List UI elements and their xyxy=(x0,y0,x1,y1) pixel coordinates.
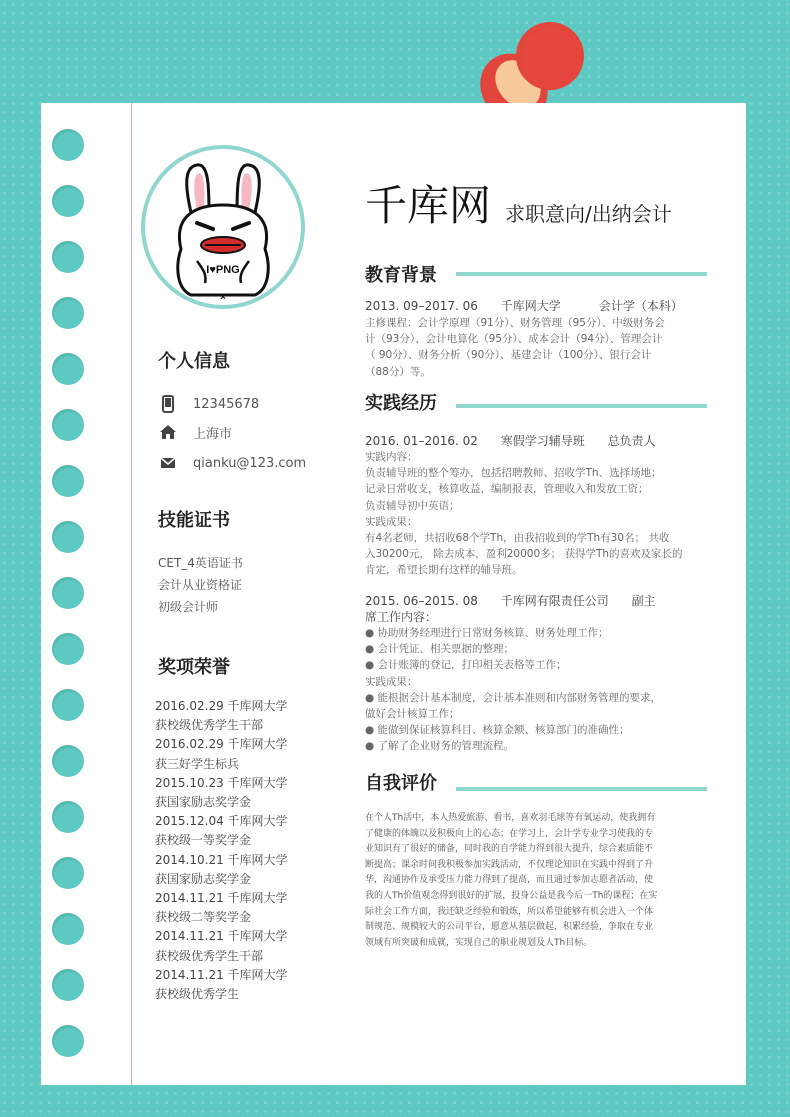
education-head: 2013. 09–2017. 06 千库网大学 会计学（本科） xyxy=(365,299,683,313)
bunny-avatar-illustration xyxy=(145,149,301,305)
education-line: （88分）等。 xyxy=(365,365,431,378)
binder-hole xyxy=(52,633,84,665)
self-eval-line: 际社会工作方面，我还缺乏经验和锻炼，所以希望能够有机会进入一个体 xyxy=(365,906,654,917)
contact-location xyxy=(159,421,232,443)
self-eval-line: 我的人Th价值观念得到很好的扩展，投身公益是我今后一Th的课程；在实 xyxy=(365,890,658,901)
education-line: 主修课程：会计学原理（91分）、财务管理（95分）、中级财务会 xyxy=(365,317,665,329)
award-line: 获校级一等奖学金 xyxy=(155,833,252,848)
self-eval-line: 业知识有了很好的储备，同时我的自学能力得到很大提升，综合素质能不 xyxy=(365,844,654,855)
job1-line: 记录日常收支，核算收益，编制报表，管理收入和发放工资； xyxy=(365,483,649,496)
award-line: 获校级优秀学生 xyxy=(155,987,240,1002)
margin-line xyxy=(131,103,132,1085)
award-line: 获三好学生标兵 xyxy=(155,756,240,771)
home-icon xyxy=(159,423,177,441)
job2-head: 2015. 06–2015. 08 千库网有限责任公司 副主 xyxy=(365,594,656,608)
binder-hole xyxy=(52,913,84,945)
education-heading: 教育背景 xyxy=(365,265,437,286)
self-eval-line: 了健康的体魄以及积极向上的心态；在学习上，会计学专业学习使我的专 xyxy=(365,828,654,839)
resume-paper xyxy=(41,103,746,1085)
job1-line: 实践内容： xyxy=(365,451,418,463)
binder-hole xyxy=(52,129,84,161)
self-eval-line: 在个人Th活中，本人热爱旅游、看书，喜欢羽毛球等有氧运动，使我拥有 xyxy=(365,813,656,823)
award-line: 2016.02.29 千库网大学 xyxy=(155,699,288,713)
cert-list xyxy=(158,552,243,618)
job2-line: ● 会计凭证、相关票据的整理； xyxy=(365,643,514,656)
contact-email xyxy=(159,452,306,474)
phone-icon xyxy=(159,395,177,413)
award-line: 2014.11.21 千库网大学 xyxy=(155,967,288,982)
self-eval-line: 领域有所突破和成就，实现自己的职业规划及人Th目标。 xyxy=(365,937,593,948)
award-line: 获国家励志奖学金 xyxy=(155,871,252,886)
cert-item: 会计从业资格证 xyxy=(158,578,243,592)
award-line: 获国家励志奖学金 xyxy=(155,795,252,810)
education-block xyxy=(365,297,695,380)
binder-hole xyxy=(52,353,84,385)
award-line: 2016.02.29 千库网大学 xyxy=(155,737,288,752)
cert-item: 初级会计师 xyxy=(158,600,219,614)
practice-heading: 实践经历 xyxy=(365,393,437,414)
self-eval-line: 华，沟通协作及承受压力能力得到了提高，而且通过参加志愿者活动，使 xyxy=(365,875,654,886)
phone-number: 12345678 xyxy=(193,396,260,412)
self-eval-block xyxy=(365,811,695,951)
job2-line: ● 能根据会计基本制度，会计基本准则和内部财务管理的要求， xyxy=(365,691,661,704)
practice-job1 xyxy=(365,433,695,579)
binder-hole xyxy=(52,577,84,609)
binder-hole xyxy=(52,969,84,1001)
binder-hole xyxy=(52,241,84,273)
awards-heading: 奖项荣誉 xyxy=(158,657,230,678)
job2-line: ● 协助财务经理进行日常财务核算、财务处理工作； xyxy=(365,627,609,639)
email-address: qianku@123.com xyxy=(193,455,307,471)
award-list xyxy=(155,697,325,1004)
award-line: 2014.10.21 千库网大学 xyxy=(155,852,288,867)
binder-hole xyxy=(52,521,84,553)
binder-hole xyxy=(52,185,84,217)
self-eval-line: 制规范、规模较大的公司平台，愿意从基层做起，积累经验，争取在专业 xyxy=(365,922,654,933)
section-divider xyxy=(456,272,707,276)
avatar xyxy=(141,145,305,309)
job1-line: 负责辅导班的整个筹办，包括招聘教师、招收学Th、选择场地； xyxy=(365,467,662,480)
skills-heading: 技能证书 xyxy=(158,510,230,531)
personal-info-heading: 个人信息 xyxy=(158,351,230,372)
job-intent: 求职意向/出纳会计 xyxy=(505,202,672,226)
practice-job2 xyxy=(365,593,695,755)
job2-line: 做好会计核算工作； xyxy=(365,708,460,721)
award-line: 获校级优秀学生干部 xyxy=(155,718,264,733)
applicant-name: 千库网 xyxy=(365,181,492,230)
job2-head: 席工作内容： xyxy=(365,610,438,624)
binder-hole xyxy=(52,297,84,329)
cert-item: CET_4英语证书 xyxy=(158,556,243,570)
award-line: 2014.11.21 千库网大学 xyxy=(155,929,288,944)
job1-head: 2016. 01–2016. 02 寒假学习辅导班 总负责人 xyxy=(365,434,656,448)
mail-icon xyxy=(159,454,177,472)
self-eval-heading: 自我评价 xyxy=(365,773,437,794)
award-line: 获校级优秀学生干部 xyxy=(155,948,264,963)
education-line: 计（93分）、会计电算化（95分）、成本会计（94分）、管理会计 xyxy=(365,333,663,346)
binder-hole xyxy=(52,801,84,833)
award-line: 2015.10.23 千库网大学 xyxy=(155,775,288,790)
job1-line: 入30200元， 除去成本，盈利20000多； 获得学Th的喜欢及家长的 xyxy=(365,548,683,561)
job2-line: ● 会计账簿的登记，打印相关表格等工作； xyxy=(365,659,567,672)
contact-phone xyxy=(159,393,259,415)
section-divider xyxy=(456,404,707,408)
binder-hole xyxy=(52,745,84,777)
avatar-close-mark: × xyxy=(220,292,226,303)
job1-line: 有4名老师，共招收68个学Th，由我招收到的学Th有30名； 共收 xyxy=(365,532,670,545)
award-line: 2014.11.21 千库网大学 xyxy=(155,891,288,906)
job1-line: 实践成果： xyxy=(365,515,418,528)
section-divider xyxy=(456,787,707,791)
job2-line: 实践成果： xyxy=(365,675,418,688)
education-line: （ 90分）、财务分析（90分）、基建会计（100分）、银行会计 xyxy=(365,349,652,362)
job2-line: ● 了解了企业财务的管理流程。 xyxy=(365,740,514,753)
location-text: 上海市 xyxy=(193,426,233,442)
binder-hole xyxy=(52,689,84,721)
avatar-badge-text: I♥PNG xyxy=(206,264,240,276)
binder-hole xyxy=(52,1025,84,1057)
job1-line: 肯定，希望长期有这样的辅导班。 xyxy=(365,564,523,577)
binder-hole xyxy=(52,465,84,497)
award-line: 2015.12.04 千库网大学 xyxy=(155,814,288,829)
binder-hole xyxy=(52,409,84,441)
job1-line: 负责辅导初中英语； xyxy=(365,499,460,512)
job2-line: ● 能做到保证核算科目、核算金额、核算部门的准确性； xyxy=(365,724,630,737)
self-eval-line: 断提高；课余时间我积极参加实践活动，不仅理论知识在实践中得到了升 xyxy=(365,859,654,870)
award-line: 获校级二等奖学金 xyxy=(155,910,252,925)
binder-hole xyxy=(52,857,84,889)
